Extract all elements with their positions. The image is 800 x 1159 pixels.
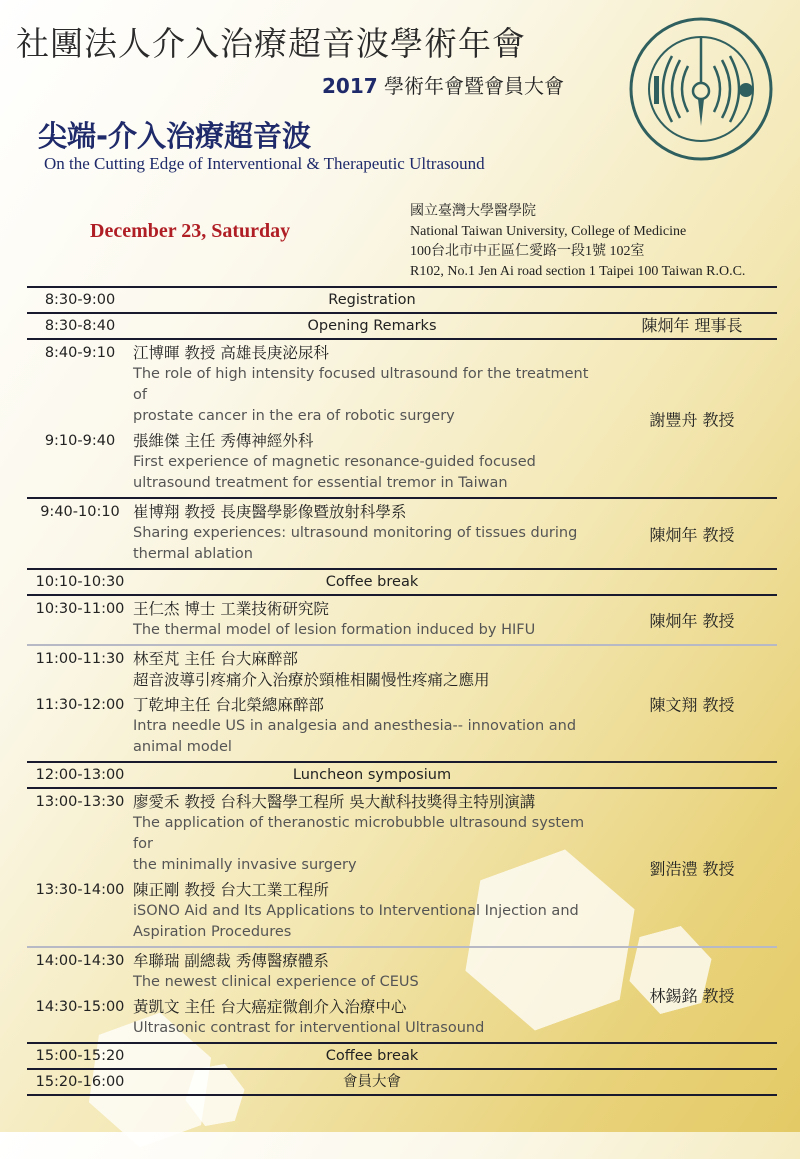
- moderator: 陳炯年 教授: [649, 611, 735, 631]
- venue: [410, 202, 745, 282]
- time-slot: 8:30-9:00: [44, 292, 116, 308]
- time-slot: 15:20-16:00: [35, 1074, 125, 1090]
- schedule-session: [27, 499, 777, 570]
- moderator: 劉浩澧 教授: [649, 859, 735, 878]
- talk-item: [27, 431, 777, 494]
- speaker: 丁乾坤主任 台北榮總麻醉部: [133, 696, 324, 714]
- schedule-session: [27, 596, 777, 646]
- page-title: 社團法人介入治療超音波學術年會: [16, 24, 526, 63]
- talk-title-en: The newest clinical experience of CEUS: [133, 974, 419, 990]
- session-label: Luncheon symposium: [292, 767, 452, 783]
- time-slot: 10:30-11:00: [35, 601, 125, 617]
- subtitle-year: 2017: [322, 74, 378, 98]
- moderator: 林錫銘 教授: [649, 986, 735, 1006]
- speaker: 林至芃 主任 台大麻醉部: [133, 650, 298, 668]
- time-slot: 9:40-10:10: [40, 504, 120, 520]
- time-slot: 8:40-9:10: [44, 345, 116, 361]
- talk-body: [133, 502, 603, 565]
- time-slot: 10:10-10:30: [35, 574, 125, 590]
- session-label: Coffee break: [325, 574, 419, 590]
- talk-title-en: Ultrasonic contrast for interventional Ultrasound: [133, 1020, 485, 1036]
- speaker: 牟聯瑞 副總裁 秀傳醫療體系: [133, 952, 329, 970]
- session-label: Coffee break: [325, 1048, 419, 1064]
- schedule-row: [27, 570, 777, 596]
- talk-body: [133, 649, 603, 691]
- talk-title-en: prostate cancer in the era of robotic surgery: [133, 408, 455, 424]
- theme-title-en: On the Cutting Edge of Interventional & Therapeutic Ultrasound: [44, 154, 485, 173]
- schedule-session: [27, 948, 777, 1044]
- venue-line: 國立臺灣大學醫學院: [410, 204, 536, 219]
- speaker: 張維傑 主任 秀傳神經外科: [133, 432, 314, 450]
- talk-title-en: The role of high intensity focused ultrasound for the treatment of: [133, 366, 589, 403]
- venue-line: 100台北市中正區仁愛路一段1號 102室: [410, 244, 645, 259]
- time-slot: 13:30-14:00: [35, 882, 125, 898]
- schedule-session: [27, 789, 777, 948]
- moderator: 謝豐舟 教授: [649, 410, 735, 429]
- venue-line: R102, No.1 Jen Ai road section 1 Taipei 100 Taiwan R.O.C.: [410, 264, 746, 279]
- event-date: December 23, Saturday: [90, 220, 291, 242]
- time-slot: 14:30-15:00: [35, 999, 125, 1015]
- schedule-session: [27, 646, 777, 763]
- talk-title-en: The application of theranostic microbubble ultrasound system for: [133, 815, 585, 852]
- venue-line: National Taiwan University, College of Medicine: [410, 224, 687, 239]
- speaker: 黃凱文 主任 台大癌症微創介入治療中心: [133, 998, 407, 1016]
- talk-body: [133, 695, 603, 758]
- time-slot: 14:00-14:30: [35, 953, 125, 969]
- session-label: 會員大會: [343, 1074, 401, 1090]
- time-slot: 9:10-9:40: [44, 433, 116, 449]
- moderator: 陳炯年 教授: [649, 525, 735, 544]
- association-logo-icon: [628, 16, 774, 162]
- talk-body: [133, 431, 603, 494]
- schedule-row: [27, 1070, 777, 1096]
- moderator: 陳文翔 教授: [649, 695, 735, 714]
- schedule-table: [27, 286, 777, 1096]
- session-label: Registration: [328, 292, 416, 308]
- schedule-row: [27, 1044, 777, 1070]
- talk-body: [133, 343, 603, 427]
- page-subtitle: [322, 70, 564, 99]
- time-slot: 11:00-11:30: [35, 651, 125, 667]
- time-slot: 12:00-13:00: [35, 767, 125, 783]
- speaker: 廖愛禾 教授 台科大醫學工程所 吳大猷科技獎得主特別演講: [133, 793, 536, 811]
- speaker: 崔博翔 教授 長庚醫學影像暨放射科學系: [133, 503, 407, 521]
- schedule-row: [27, 763, 777, 789]
- talk-body: [133, 997, 603, 1039]
- speaker: 江博暉 教授 高雄長庚泌尿科: [133, 344, 329, 362]
- subtitle-text: 學術年會暨會員大會: [377, 74, 565, 98]
- talk-title-en: Sharing experiences: ultrasound monitoring of tissues during: [133, 525, 578, 541]
- talk-title-en: The thermal model of lesion formation induced by HIFU: [133, 622, 536, 638]
- talk-title-zh: 超音波導引疼痛介入治療於頸椎相關慢性疼痛之應用: [133, 671, 490, 689]
- talk-title-en: ultrasound treatment for essential tremor in Taiwan: [133, 475, 508, 491]
- schedule-session: [27, 340, 777, 499]
- talk-title-en: animal model: [133, 739, 232, 755]
- time-slot: 13:00-13:30: [35, 794, 125, 810]
- moderator: 陳炯年 理事長: [641, 316, 743, 335]
- talk-title-en: Intra needle US in analgesia and anesthesia-- innovation and: [133, 718, 577, 734]
- time-slot: 11:30-12:00: [35, 697, 125, 713]
- speaker: 陳正剛 教授 台大工業工程所: [133, 881, 329, 899]
- speaker: 王仁杰 博士 工業技術研究院: [133, 600, 329, 618]
- talk-body: [133, 951, 603, 993]
- time-slot: 8:30-8:40: [44, 318, 116, 334]
- talk-body: [133, 599, 603, 641]
- talk-body: [133, 880, 603, 943]
- schedule-row: [27, 288, 777, 314]
- time-slot: 15:00-15:20: [35, 1048, 125, 1064]
- talk-title-en: thermal ablation: [133, 546, 253, 562]
- talk-title-en: the minimally invasive surgery: [133, 857, 357, 873]
- theme-title: 尖端-介入治療超音波: [38, 119, 312, 153]
- schedule-row: [27, 314, 777, 340]
- talk-item: [27, 880, 777, 943]
- talk-title-en: Aspiration Procedures: [133, 924, 292, 940]
- talk-title-en: iSONO Aid and Its Applications to Interventional Injection and: [133, 903, 579, 919]
- talk-item: [27, 649, 777, 691]
- session-label: Opening Remarks: [307, 318, 437, 334]
- talk-body: [133, 792, 603, 876]
- talk-title-en: First experience of magnetic resonance-guided focused: [133, 454, 536, 470]
